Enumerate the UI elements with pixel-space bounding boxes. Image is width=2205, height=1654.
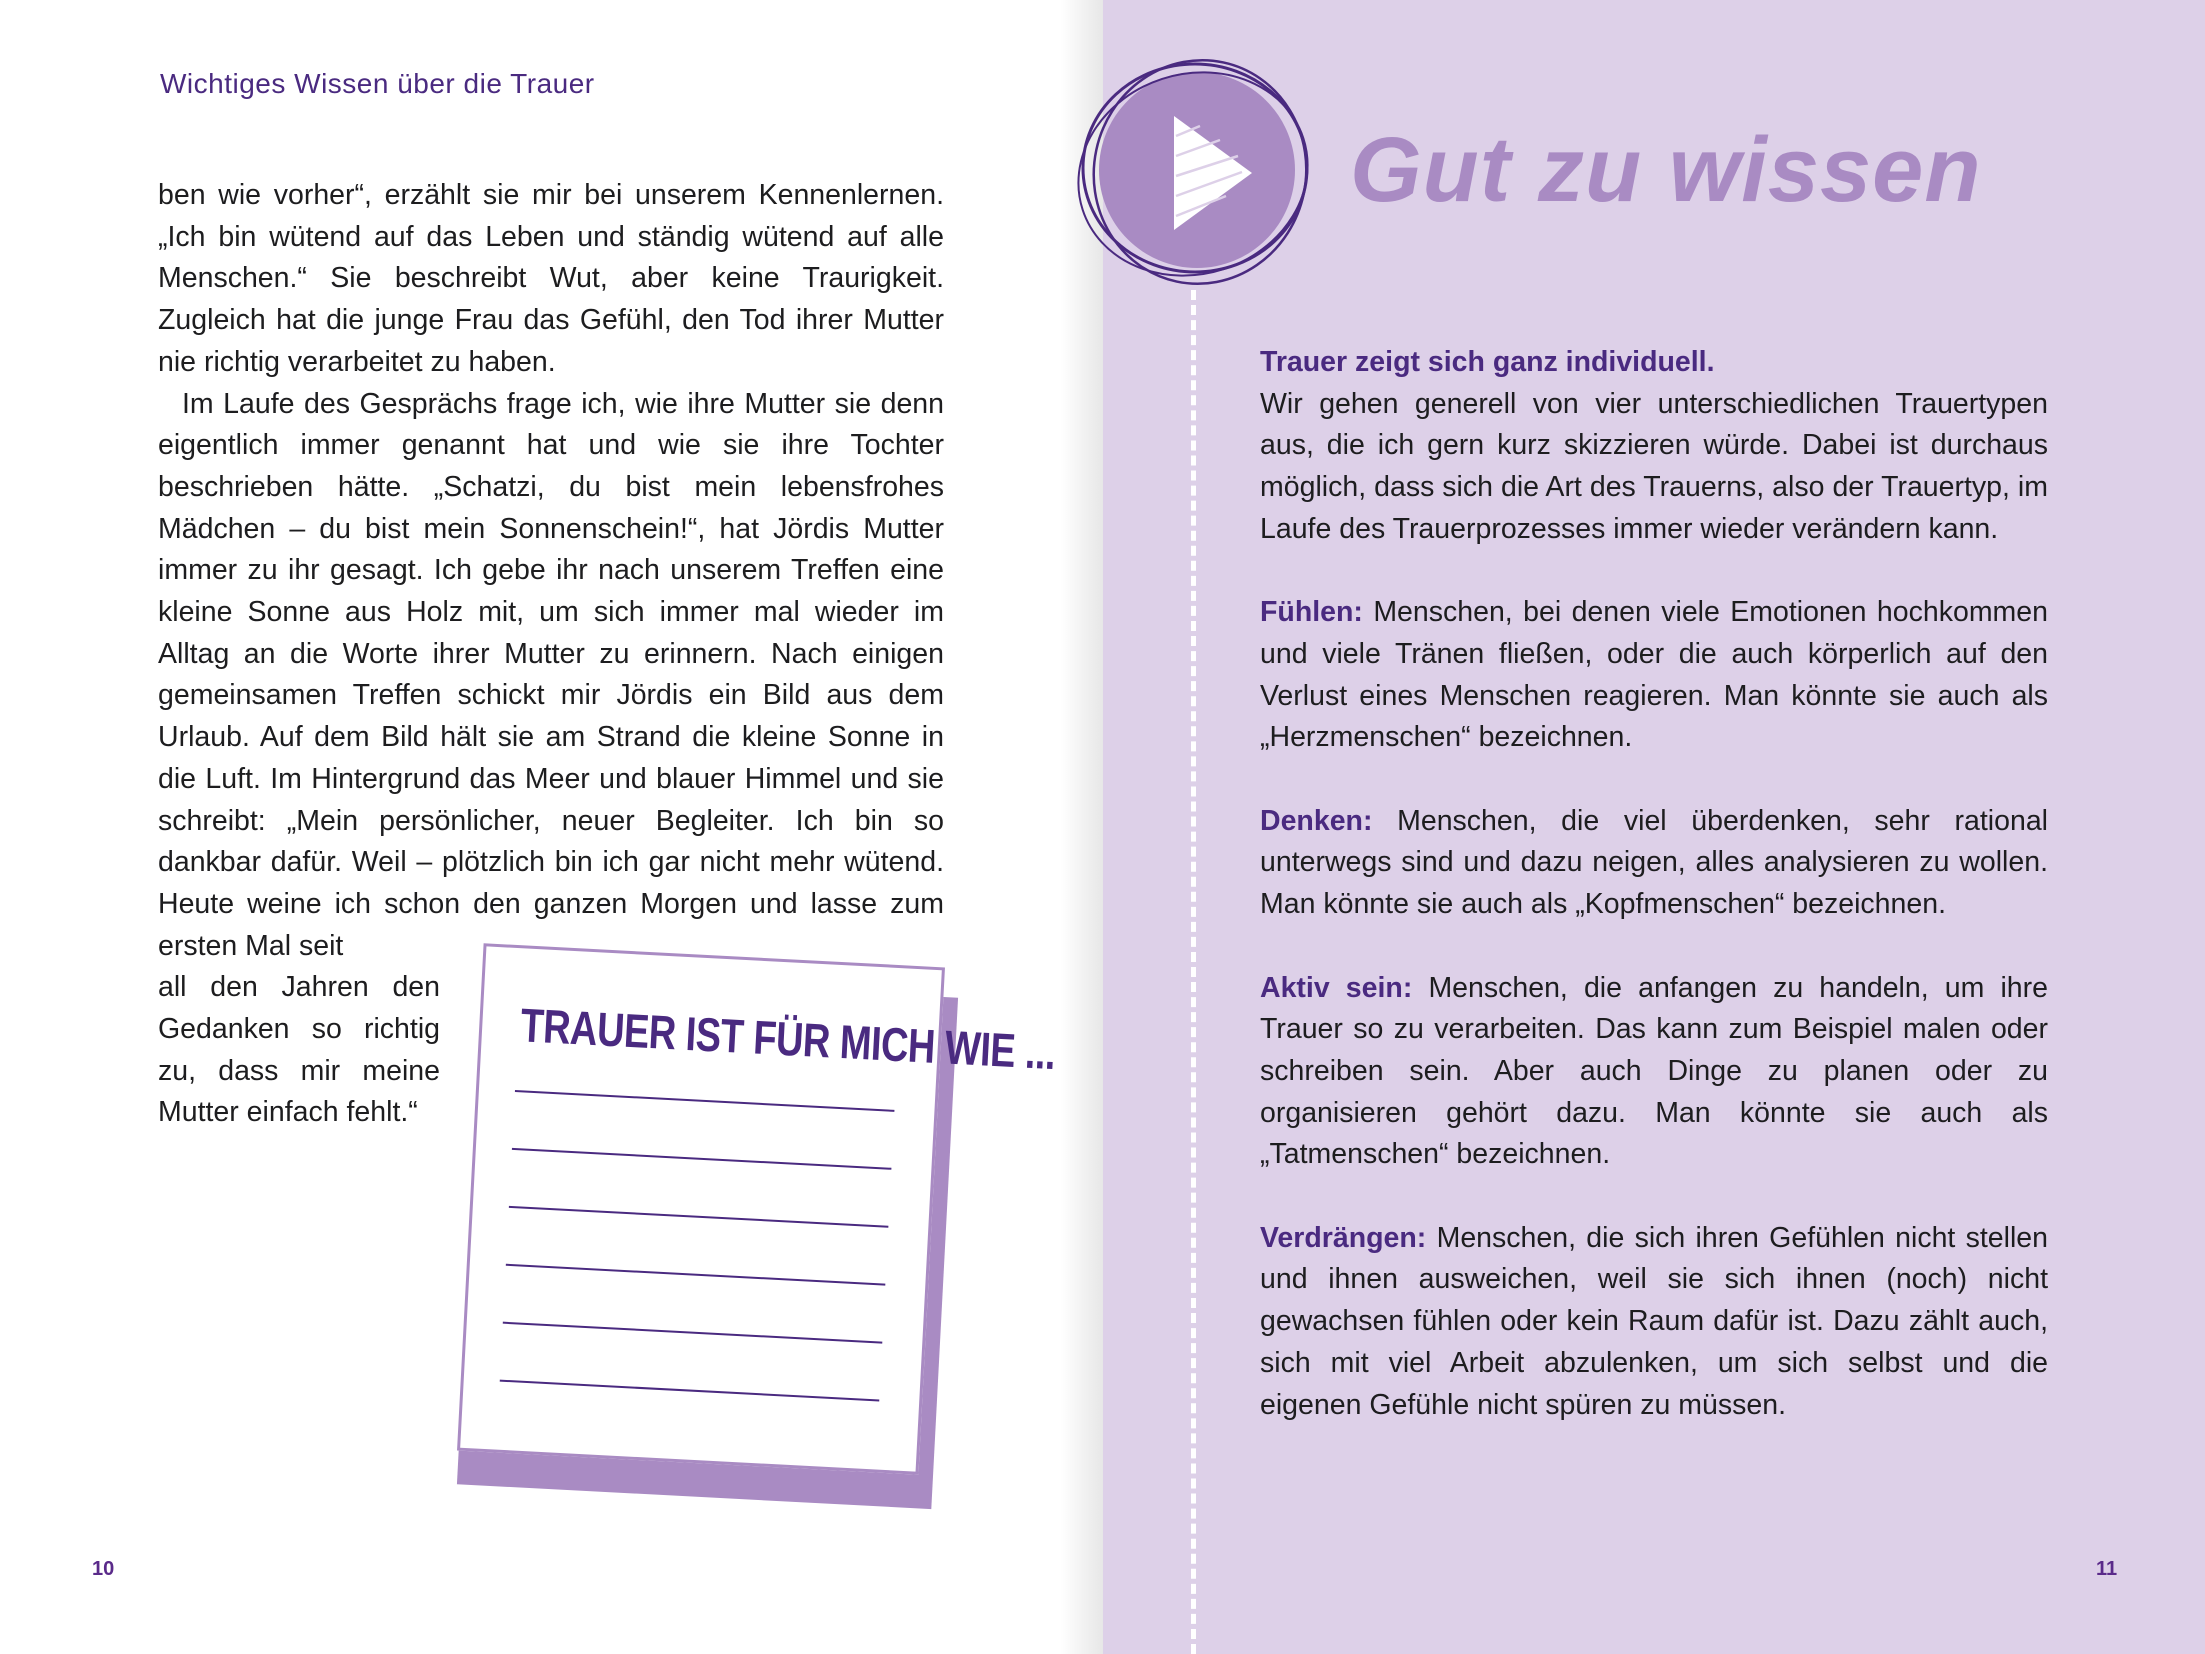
type-feeling	[1260, 592, 2048, 759]
type-thinking	[1260, 801, 2048, 926]
page-number-right: 11	[2096, 1558, 2118, 1580]
page-number-left: 10	[92, 1558, 115, 1580]
paragraph: all den Jahren den Gedanken so richtig zu, dass mir meine Mutter einfach fehlt.“	[158, 971, 440, 1129]
note-line	[500, 1380, 880, 1402]
intro-title: Trauer zeigt sich ganz individuell.	[1260, 346, 1715, 378]
play-icon	[1062, 38, 1332, 308]
note-title: TRAUER IST FÜR MICH WIE ...	[519, 1000, 1057, 1081]
right-body-text	[1260, 342, 2048, 1426]
type-label: Fühlen:	[1260, 596, 1363, 629]
type-text: Menschen, die anfangen zu handeln, um ihre Trauer so zu verarbeiten. Das kann zum Beispiel malen oder schreiben sein. Aber auch Dinge zu planen oder zu organisieren gehört dazu. Man könnte sie auch als „Tatmenschen“ bezeichnen.	[1260, 971, 2048, 1171]
dashed-guide-line	[1191, 290, 1196, 1654]
note-line	[509, 1206, 889, 1228]
type-text: Menschen, die sich ihren Gefühlen nicht stellen und ihnen ausweichen, weil sie sich ihnen (noch) nicht gewachsen fühlen oder kein Raum dafür ist. Dazu zählt auch, sich mit viel Arbeit abzulenken, um sich selbst und die eigenen Gefühle nicht spüren zu müssen.	[1260, 1221, 2048, 1421]
note-writing-lines	[497, 1090, 894, 1449]
type-label: Denken:	[1260, 804, 1373, 837]
paragraph: ben wie vorher“, erzählt sie mir bei unserem Kennenlernen. „Ich bin wütend auf das Leben und ständig wütend auf alle Menschen.“ Sie beschreibt Wut, aber keine Traurigkeit. Zugleich hat die junge Frau das Gefühl, den Tod ihrer Mutter nie richtig verarbeitet zu haben.	[158, 179, 944, 378]
note-line	[503, 1322, 883, 1344]
type-label: Aktiv sein:	[1260, 971, 1413, 1004]
type-text: Menschen, die viel überdenken, sehr rational unterwegs sind und dazu neigen, alles analysieren zu wollen. Man könnte sie auch als „Kopfmenschen“ bezeichnen.	[1260, 804, 2048, 921]
note-line	[512, 1148, 892, 1170]
running-head: Wichtiges Wissen über die Trauer	[160, 68, 595, 99]
type-text: Menschen, bei denen viele Emotionen hochkommen und viele Tränen fließen, oder die auch körperlich auf den Verlust eines Menschen reagieren. Man könnte sie auch als „Herzmenschen“ bezeichnen.	[1260, 596, 2048, 754]
type-repressing	[1260, 1218, 2048, 1427]
paragraph: Im Laufe des Gesprächs frage ich, wie ihre Mutter sie denn eigentlich immer genannt hat und wie sie ihre Tochter beschrieben hätte. „Schatzi, du bist mein lebensfrohes Mädchen – du bist mein Sonnenschein!“, hat Jördis Mutter immer zu ihr gesagt. Ich gebe ihr nach unserem Treffen eine kleine Sonne aus Holz mit, um sich immer mal wieder im Alltag an die Worte ihrer Mutter zu erinnern. Nach einigen gemeinsamen Treffen schickt mir Jördis ein Bild aus dem Urlaub. Auf dem Bild hält sie am Strand die kleine Sonne in die Luft. Im Hintergrund das Meer und blauer Himmel und sie schreibt: „Mein persönlicher, neuer Begleiter. Ich bin so dankbar dafür. Weil – plötzlich bin ich gar nicht mehr wütend. Heute weine ich schon den ganzen Morgen und lasse zum ersten Mal seit	[158, 387, 944, 962]
type-active	[1260, 968, 2048, 1177]
intro-text: Wir gehen generell von vier unterschiedlichen Trauertypen aus, die ich gern kurz skizzieren würde. Dabei ist durchaus möglich, dass sich die Art des Trauerns, also der Trauertyp, im Laufe des Trauerprozesses immer wieder verändern kann.	[1260, 387, 2048, 545]
type-label: Verdrängen:	[1260, 1221, 1427, 1254]
note-line	[506, 1264, 886, 1286]
section-heading: Gut zu wissen	[1350, 119, 1982, 221]
